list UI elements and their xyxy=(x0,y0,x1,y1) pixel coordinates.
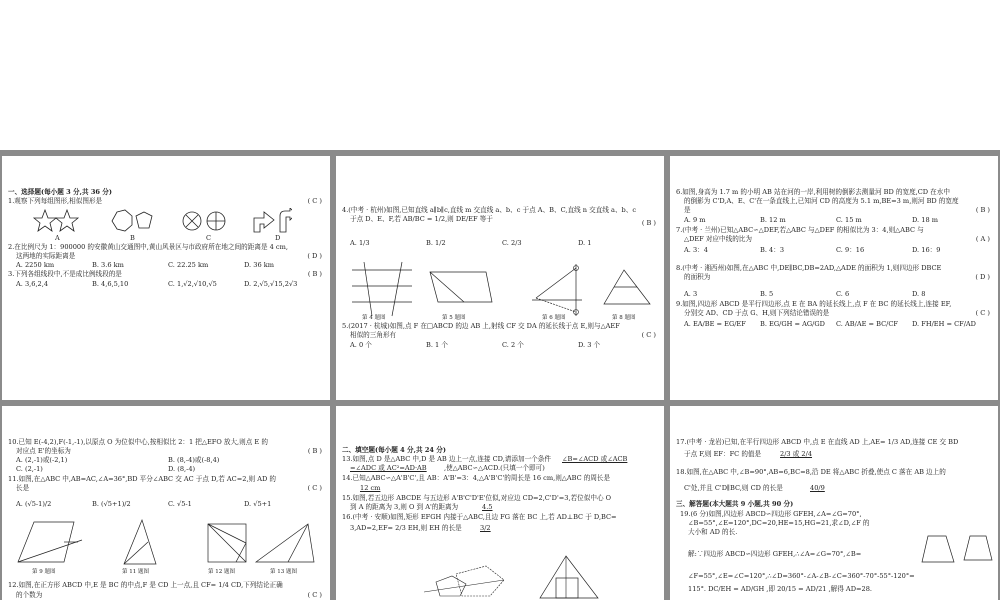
question-3: 3.下列各组线段中,不是成比例线段的是 xyxy=(8,270,122,278)
question-12-cont: 的个数为 xyxy=(16,591,43,599)
page-panel-2 xyxy=(336,156,664,400)
question-15: 15.如图,若五边形 ABCDE 与五边形 A'B'C'D'E'位似,对应边 CD=2,C'D'=3,若位似中心 O xyxy=(342,494,612,502)
solution-line-1: 解:∵四边形 ABCD∽四边形 GFEH,∴∠A=∠G=70°,∠B= xyxy=(688,550,862,558)
solution-line-3: 115°. DC/EH = AD/GH ,即 20/15 = AD/21 ,解得 AD=28. xyxy=(688,585,872,593)
figure-caption-13: 第 13 题图 xyxy=(270,569,297,575)
q2-option-a: A. 2250 km xyxy=(16,261,55,269)
section-title-solve: 三、解答题(本大题共 9 小题,共 90 分) xyxy=(676,500,794,508)
q10-option-c: C. (2,-1) xyxy=(16,465,43,473)
answer-7: ( A ) xyxy=(975,235,990,243)
q8-option-d: D. 8 xyxy=(912,290,926,298)
question-13: 13.如图,点 D 是△ABC 中,D 是 AB 边上一点,连接 CD,请添加一个条件 xyxy=(342,455,551,463)
q1-option-c: C xyxy=(206,234,212,242)
question-19-cont2: 大小和 AD 的长. xyxy=(688,528,738,536)
figure-caption-5: 第 5 题图 xyxy=(442,315,466,321)
figure-caption-8: 第 8 题图 xyxy=(612,315,636,321)
q6-option-a: A. 9 m xyxy=(684,216,706,224)
q6-option-d: D. 18 m xyxy=(912,216,938,224)
answer-3: ( B ) xyxy=(307,270,322,278)
figure-caption-6: 第 6 题图 xyxy=(542,315,566,321)
question-12: 12.如图,在正方形 ABCD 中,E 是 BC 的中点,F 是 CD 上一点,且 CF= 1/4 CD,下列结论正确 xyxy=(8,581,283,589)
answer-17: 2/3 或 2/4 xyxy=(780,450,813,458)
answer-2: ( D ) xyxy=(307,252,322,260)
question-1: 1.观察下列每组图形,相似图形是 xyxy=(8,197,103,205)
page-panel-1 xyxy=(2,156,330,400)
q6-option-c: C. 15 m xyxy=(836,216,862,224)
q4-option-c: C. 2/3 xyxy=(502,239,522,247)
q11-option-c: C. √5-1 xyxy=(168,500,192,508)
q7-option-d: D. 16：9 xyxy=(912,246,941,254)
question-16: 16.(中考 · 安顺)如图,矩形 EFGH 内接于△ABC,且边 FG 落在 BC 上,若 AD⊥BC 于 D,BC= xyxy=(342,513,617,521)
q5-option-a: A. 0 个 xyxy=(350,341,372,349)
q5-option-c: C. 2 个 xyxy=(502,341,524,349)
question-18: 18.如图,在△ABC 中,∠B=90°,AB=6,BC=8,沿 DE 将△ABC 折叠,使点 C 落在 AB 边上的 xyxy=(676,468,946,476)
q7-option-b: B. 4：3 xyxy=(760,246,785,254)
question-19-cont: ∠B=55°,∠E=120°,DC=20,HE=15,HG=21,求∠D,∠F 的 xyxy=(688,519,870,527)
figure-caption-12: 第 12 题图 xyxy=(208,569,235,575)
section-title-fill: 二、填空题(每小题 4 分,共 24 分) xyxy=(342,446,447,454)
answer-1: ( C ) xyxy=(307,197,322,205)
q5-option-b: B. 1 个 xyxy=(426,341,448,349)
answer-13a: ∠B=∠ACD 或∠ACB xyxy=(562,455,628,463)
q4-q8-figures xyxy=(346,260,656,320)
figure-caption-11: 第 11 题图 xyxy=(122,569,149,575)
page-panel-5 xyxy=(336,406,664,600)
solution-line-2: ∠F=55°,∠E=∠C=120°,∴∠D=360°-∠A-∠B-∠C=360°-70°-55°-120°= xyxy=(688,572,915,580)
question-15-cont: 到 A 的距离为 3,则 O 到 A'的距离为 xyxy=(350,503,459,511)
q5-option-d: D. 3 个 xyxy=(578,341,601,349)
q9-q13-figures xyxy=(12,518,322,568)
answer-6: ( B ) xyxy=(975,206,990,214)
question-11: 11.如图,在△ABC 中,AB=AC,∠A=36°,BD 平分∠ABC 交 AC 于点 D,若 AC=2,则 AD 的 xyxy=(8,475,276,483)
q10-option-a: A. (2,-1)或(-2,1) xyxy=(16,456,68,464)
answer-18: 40/9 xyxy=(810,484,825,492)
q2-option-c: C. 22.25 km xyxy=(168,261,209,269)
question-2-cont: 这两地的实际距离是 xyxy=(16,252,76,260)
question-8: 8.(中考 · 湘西州)如图,在△ABC 中,DE∥BC,DB=2AD,△ADE 的面积为 1,则四边形 DBCE xyxy=(676,264,942,272)
q4-option-b: B. 1/2 xyxy=(426,239,446,247)
question-17: 17.(中考 · 龙岩)已知,在平行四边形 ABCD 中,点 E 在直线 AD 上,AE= 1/3 AD,连接 CE 交 BD xyxy=(676,438,959,446)
q11-option-a: A. (√5-1)/2 xyxy=(16,500,52,508)
section-title: 一、选择题(每小题 3 分,共 36 分) xyxy=(8,188,113,196)
q3-option-d: D. 2,√5,√15,2√3 xyxy=(244,280,298,288)
question-5-cont: 相似的三角形有 xyxy=(350,331,397,339)
q8-option-c: C. 6 xyxy=(836,290,850,298)
q2-option-d: D. 36 km xyxy=(244,261,274,269)
q2-option-b: B. 3.6 km xyxy=(92,261,124,269)
q8-option-a: A. 3 xyxy=(684,290,698,298)
q15-q16-figures xyxy=(416,552,616,600)
question-18-cont: C'处,并且 C'D∥BC,则 CD 的长是 xyxy=(684,484,783,492)
question-17-cont: 于点 F,则 EF：FC 的值是 xyxy=(684,450,762,458)
q1-option-a: A xyxy=(55,234,60,242)
q9-option-b: B. EG/GH = AG/GD xyxy=(760,320,825,328)
question-14: 14.已知△ABC∽△A'B'C',且 AB：A'B'=3：4,△A'B'C'的周长是 16 cm,则△ABC 的周长是 xyxy=(342,474,611,482)
question-5: 5.(2017 · 杭城)如图,点 F 在□ABCD 的边 AB 上,射线 CF 交 DA 的延长线于点 E,则与△AEF xyxy=(342,322,620,330)
answer-14: 12 cm xyxy=(360,484,381,492)
question-10-cont: 对应点 E'的坐标为 xyxy=(16,447,71,455)
q19-figures xyxy=(920,530,994,566)
q11-option-b: B. (√5+1)/2 xyxy=(92,500,131,508)
question-9: 9.如图,四边形 ABCD 是平行四边形,点 E 在 BA 的延长线上,点 F 在 BC 的延长线上,连接 EF, xyxy=(676,300,952,308)
q1-shapes xyxy=(32,208,292,234)
figure-caption-4: 第 4 题图 xyxy=(362,315,386,321)
q1-option-b: B xyxy=(130,234,135,242)
q3-option-c: C. 1,√2,√10,√5 xyxy=(168,280,217,288)
answer-5: ( C ) xyxy=(641,331,656,339)
q10-option-b: B. (8,-4)或(-8,4) xyxy=(168,456,220,464)
q8-option-b: B. 5 xyxy=(760,290,774,298)
answer-13b: =∠ADC 或 AC²=AD·AB xyxy=(350,464,427,472)
q7-option-c: C. 9：16 xyxy=(836,246,865,254)
question-11-cont: 长是 xyxy=(16,484,30,492)
answer-12: ( C ) xyxy=(307,591,322,599)
page-panel-6 xyxy=(670,406,998,600)
answer-15: 4.5 xyxy=(482,503,493,511)
q4-option-d: D. 1 xyxy=(578,239,592,247)
question-10: 10.已知 E(-4,2),F(-1,-1),以原点 O 为位似中心,按相似比 2：1 把△EFO 放大,则点 E 的 xyxy=(8,438,268,446)
question-6-cont: 的倒影为 C'D,A、E、C'在一条直线上,已知河 CD 的高度为 5.1 m,BE=3 m,则河 BD 的宽度 xyxy=(684,197,959,205)
answer-4: ( B ) xyxy=(641,219,656,227)
q3-option-a: A. 3,6,2,4 xyxy=(16,280,49,288)
q3-option-b: B. 4,6,5,10 xyxy=(92,280,129,288)
question-19: 19.(6 分)如图,四边形 ABCD∽四边形 GFEH,∠A=∠G=70°, xyxy=(680,510,862,518)
page-panel-3 xyxy=(670,156,998,400)
q9-option-d: D. FH/EH = CF/AD xyxy=(912,320,976,328)
answer-16: 3/2 xyxy=(480,524,491,532)
question-16-cont: 3,AD=2,EF= 2/3 EH,则 EH 的长是 xyxy=(350,524,462,532)
page-panel-4 xyxy=(2,406,330,600)
figure-caption-9: 第 9 题图 xyxy=(32,569,56,575)
answer-11: ( C ) xyxy=(307,484,322,492)
question-7-cont: △DEF 对应中线的比为 xyxy=(684,235,752,243)
question-4: 4.(中考 · 杭州)如图,已知直线 a∥b∥c,直线 m 交直线 a、b、c 于点 A、B、C,直线 n 交直线 a、b、c xyxy=(342,206,637,214)
question-2: 2.在比例尺为 1：900000 的安徽黄山交通图中,黄山风景区与市政府所在地之间的距离是 4 cm, xyxy=(8,243,288,251)
question-8-cont: 的面积为 xyxy=(684,273,711,281)
q1-option-d: D xyxy=(275,234,281,242)
answer-9: ( C ) xyxy=(975,309,990,317)
q4-option-a: A. 1/3 xyxy=(350,239,370,247)
q10-option-d: D. (8,-4) xyxy=(168,465,196,473)
answer-10: ( B ) xyxy=(307,447,322,455)
question-9-cont: 分别交 AD、CD 于点 G、H,则下列结论错误的是 xyxy=(684,309,830,317)
question-13-cont: ,使△ABC∽△ACD.(只填一个即可) xyxy=(444,464,545,472)
q11-option-d: D. √5+1 xyxy=(244,500,272,508)
answer-8: ( D ) xyxy=(975,273,990,281)
q9-option-a: A. EA/BE = EG/EF xyxy=(684,320,746,328)
question-7: 7.(中考 · 兰州)已知△ABC∽△DEF,若△ABC 与△DEF 的相似比为 3：4,则△ABC 与 xyxy=(676,226,924,234)
q9-option-c: C. AB/AE = BC/CF xyxy=(836,320,898,328)
question-4-cont: 于点 D、E、F,若 AB/BC = 1/2,则 DE/EF 等于 xyxy=(350,215,493,223)
question-6-cont2: 是 xyxy=(684,206,691,214)
q7-option-a: A. 3：4 xyxy=(684,246,708,254)
question-6: 6.如图,身高为 1.7 m 的小明 AB 站在河的一岸,利用树的倒影去测量河 BD 的宽度,CD 在水中 xyxy=(676,188,950,196)
q6-option-b: B. 12 m xyxy=(760,216,786,224)
